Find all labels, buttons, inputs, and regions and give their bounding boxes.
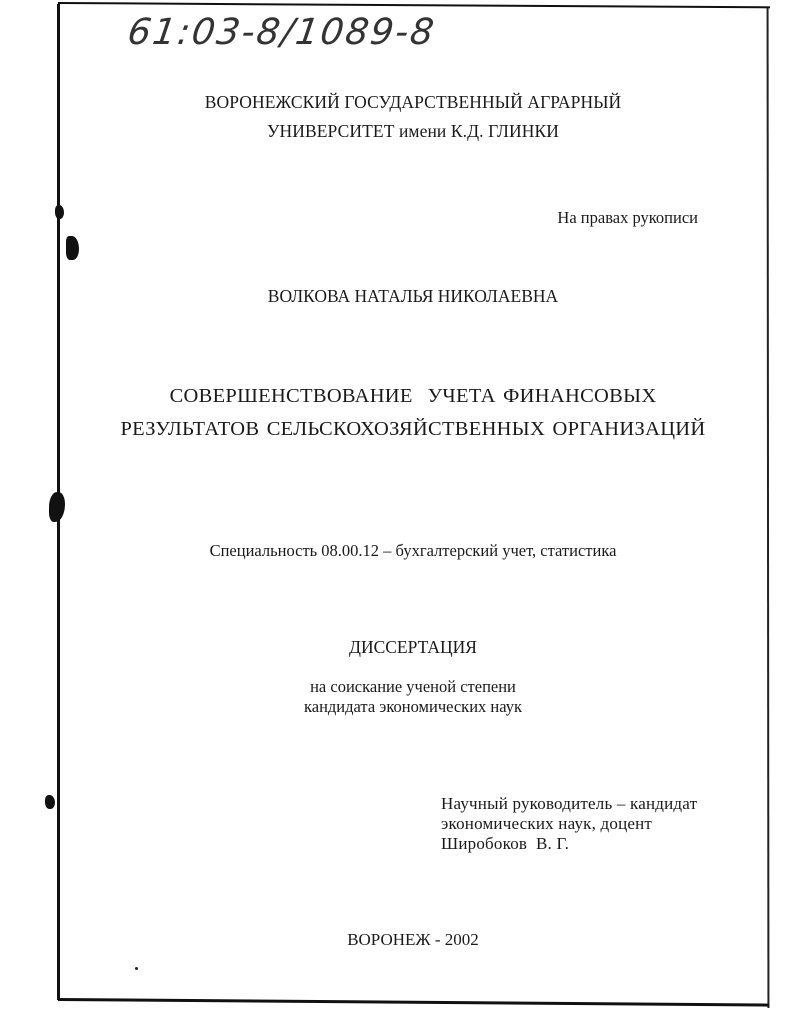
scan-blot — [66, 236, 79, 260]
scan-blot — [49, 492, 65, 522]
university-name-line-1: ВОРОНЕЖСКИЙ ГОСУДАРСТВЕННЫЙ АГРАРНЫЙ — [204, 92, 622, 112]
supervisor-name: Широбоков В. Г. — [441, 834, 570, 853]
university-name-line-2: УНИВЕРСИТЕТ имени К.Д. ГЛИНКИ — [267, 121, 559, 141]
degree-line-1: на соискание ученой степени — [310, 677, 516, 696]
dissertation-title-line-1: СОВЕРШЕНСТВОВАНИЕ УЧЕТА ФИНАНСОВЫХ — [169, 385, 657, 407]
author-name: ВОЛКОВА НАТАЛЬЯ НИКОЛАЕВНА — [267, 286, 559, 306]
supervisor-line-1: Научный руководитель – кандидат — [441, 794, 698, 813]
archive-code-handwritten: 61:03-8/1089-8 — [125, 12, 439, 53]
page-border-right — [767, 8, 770, 1008]
page-border-bottom — [58, 998, 769, 1007]
supervisor-line-2: экономических наук, доцент — [441, 814, 653, 833]
page-border-top — [58, 2, 770, 8]
scan-blot — [55, 205, 64, 219]
dissertation-title-line-2: РЕЗУЛЬТАТОВ СЕЛЬСКОХОЗЯЙСТВЕННЫХ ОРГАНИЗАЦИЙ — [120, 418, 706, 440]
scan-blot — [45, 795, 55, 809]
document-type: ДИССЕРТАЦИЯ — [349, 637, 477, 657]
manuscript-rights-note: На правах рукописи — [557, 208, 698, 227]
specialty-line: Специальность 08.00.12 – бухгалтерский учет, статистика — [209, 541, 617, 560]
city-year: ВОРОНЕЖ - 2002 — [347, 930, 479, 949]
scan-speck — [135, 967, 138, 970]
degree-line-2: кандидата экономических наук — [303, 697, 522, 716]
